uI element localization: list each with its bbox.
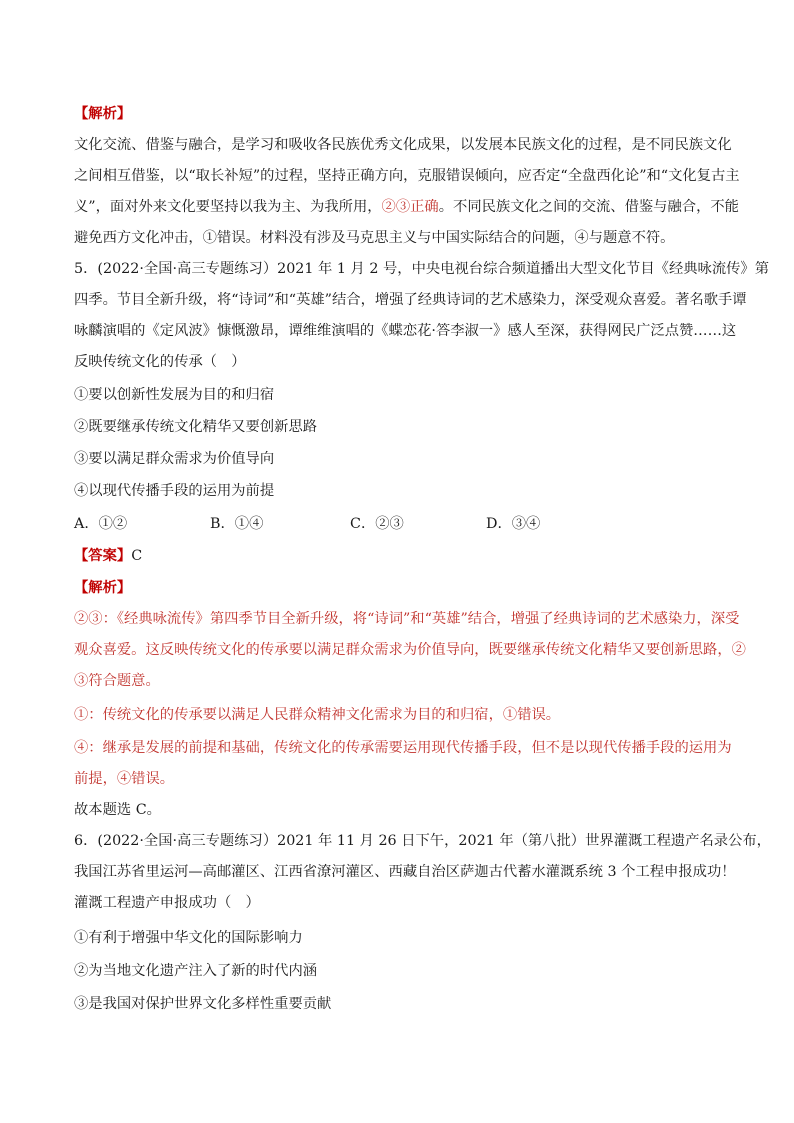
analysis-text-line: 前提，④错误。 (74, 771, 175, 787)
statement-item: ③要以满足群众需求为价值导向 (74, 451, 275, 467)
question-stem-line: 6．(2022·全国·高三专题练习）2021 年 11 月 26 日下午，2021 年（第八批）世界灌溉工程遗产名录公布， (74, 833, 771, 849)
conclusion-line: 故本题选 C。 (74, 802, 161, 818)
analysis-text-line: 文化交流、借鉴与融合，是学习和吸收各民族优秀文化成果，以发展本民族文化的过程，是不同民族文化 (74, 137, 732, 153)
answer-options (74, 514, 720, 534)
question-stem-line: 四季。节目全新升级，将“诗词”和“英雄”结合，增强了经典诗词的艺术感染力，深受观众喜爱。著名歌手谭 (74, 292, 747, 308)
analysis-text-line: ③符合题意。 (74, 673, 160, 689)
question-stem-line: 咏麟演唱的《定风波》慷慨激昂，谭维维演唱的《蝶恋花·答李淑一》感人至深，获得网民广泛点赞……这 (74, 323, 737, 339)
statement-item: ②既要继承传统文化精华又要创新思路 (74, 419, 318, 435)
question-stem-line: 我国江苏省里运河—高邮灌区、江西省潦河灌区、西藏自治区萨迦古代蓄水灌溉系统 3 个工程申报成功！ (74, 864, 736, 880)
statement-item: ④以现代传播手段的运用为前提 (74, 483, 275, 499)
analysis-text-line: ②③：《经典咏流传》第四季节目全新升级，将“诗词”和“英雄”结合，增强了经典诗词的艺术感染力，深受 (74, 611, 740, 627)
option-a: A．①② (74, 516, 128, 532)
analysis-text-line: 观众喜爱。这反映传统文化的传承要以满足群众需求为价值导向，既要继承传统文化精华又要创新思路，② (74, 642, 746, 658)
analysis-text-line: 之间相互借鉴，以“取长补短”的过程，坚持正确方向，克服错误倾向，应否定“全盘西化论”和“文化复古主 (74, 168, 740, 184)
analysis-label: 【解析】 (74, 106, 132, 122)
answer-line (74, 546, 142, 566)
analysis-highlight: ②③正确 (381, 199, 439, 215)
option-b: B．①④ (210, 516, 264, 532)
statement-item: ①要以创新性发展为目的和归宿 (74, 387, 275, 403)
question-stem-line: 5．(2022·全国·高三专题练习）2021 年 1 月 2 号，中央电视台综合频道播出大型文化节目《经典咏流传》第 (74, 261, 770, 277)
question-stem-line: 灌溉工程遗产申报成功（ ） (74, 895, 260, 911)
question-stem-line: 反映传统文化的传承（ ） (74, 354, 246, 370)
statement-item: ①有利于增强中华文化的国际影响力 (74, 930, 303, 946)
option-c: C．②③ (350, 516, 404, 532)
analysis-text: 。不同民族文化之间的交流、借鉴与融合，不能 (438, 199, 739, 215)
analysis-label: 【解析】 (74, 580, 132, 596)
analysis-text-line: 避免西方文化冲击，①错误。材料没有涉及马克思主义与中国实际结合的问题，④与题意不符。 (74, 230, 675, 246)
analysis-text: 义”，面对外来文化要坚持以我为主、为我所用， (74, 199, 382, 215)
answer-label: 【答案】 (74, 548, 132, 564)
statement-item: ③是我国对保护世界文化多样性重要贡献 (74, 996, 332, 1012)
answer-value: C (131, 548, 143, 564)
statement-item: ②为当地文化遗产注入了新的时代内涵 (74, 963, 318, 979)
analysis-text-line: ①：传统文化的传承要以满足人民群众精神文化需求为目的和归宿，①错误。 (74, 707, 561, 723)
option-d: D．③④ (486, 516, 541, 532)
analysis-text-line: ④：继承是发展的前提和基础，传统文化的传承需要运用现代传播手段，但不是以现代传播手段的运用为 (74, 740, 732, 756)
analysis-text-line (74, 197, 739, 217)
